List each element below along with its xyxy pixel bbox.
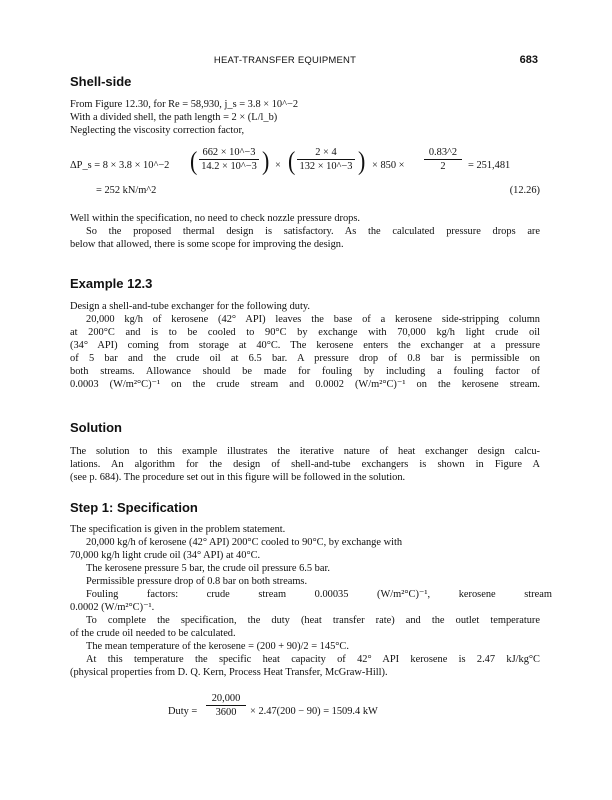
shellside-line-1: From Figure 12.30, for Re = 58,930, j_s = 3.8 × 10^−2 [70,99,299,110]
step1-line-6: Fouling factors: crude stream 0.00035 (W/m²°C)⁻¹, kerosene stream [86,589,552,600]
solution-heading: Solution [70,420,122,435]
step1-line-1: The specification is given in the problem statement. [70,524,286,535]
example-line-2: 20,000 kg/h of kerosene (42° API) leaves the base of a kerosene side-stripping column [86,314,540,325]
example-heading: Example 12.3 [70,276,153,291]
step1-line-12: (physical properties from D. Q. Kern, Process Heat Transfer, McGraw-Hill). [70,667,388,678]
solution-line-1: The solution to this example illustrates the iterative nature of heat exchanger design calcu- [70,446,540,457]
example-line-3: at 200°C and is to be cooled to 90°C by exchange with 70,000 kg/h light crude oil [70,327,540,338]
shellside-line-3: Neglecting the viscosity correction factor, [70,125,245,136]
step1-line-4: The kerosene pressure 5 bar, the crude oil pressure 6.5 bar. [86,563,330,574]
solution-line-2: lations. An algorithm for the design of shell-and-tube exchangers is shown in Figure A [70,459,540,470]
fraction-2-numerator: 2 × 4 [297,147,355,160]
equation-result-kn: = 252 kN/m^2 [96,185,157,196]
fraction-1 [199,147,259,172]
step1-line-2-text: 20,000 kg/h of kerosene (42° API) 200°C cooled to 90°C, by exchange with [86,537,403,548]
equation-lhs: ΔP_s = 8 × 3.8 × 10^−2 [70,160,170,171]
fraction-3 [424,147,462,172]
left-paren-1: ( [190,145,198,176]
shellside-para-2-line-1: So the proposed thermal design is satisfactory. As the calculated pressure drops are [86,226,540,237]
times-sign: × [275,160,281,171]
example-line-1: Design a shell-and-tube exchanger for the following duty. [70,301,310,312]
step1-line-2 [86,536,540,549]
left-paren-2: ( [288,145,296,176]
step1-heading: Step 1: Specification [70,500,198,515]
equation-result: = 251,481 [468,160,511,171]
step1-line-5: Permissible pressure drop of 0.8 bar on both streams. [86,576,308,587]
times-850: × 850 × [372,160,405,171]
example-line-6: both streams. Allowance should be made for fouling by including a fouling factor of [70,366,540,377]
right-paren-2: ) [358,145,366,176]
duty-rhs: × 2.47(200 − 90) = 1509.4 kW [250,706,378,717]
fraction-1-denominator: 14.2 × 10^−3 [201,161,257,172]
shellside-para-1: Well within the specification, no need to check nozzle pressure drops. [70,213,361,224]
step1-line-11: At this temperature the specific heat capacity of 42° API kerosene is 2.47 kJ/kg°C [86,654,540,665]
fraction-2-denominator: 132 × 10^−3 [299,161,353,172]
example-line-7: 0.0003 (W/m²°C)⁻¹ on the crude stream and 0.0002 (W/m²°C)⁻¹ on the kerosene stream. [70,379,540,390]
shellside-heading: Shell-side [70,74,132,89]
step1-line-3: 70,000 kg/h light crude oil (34° API) at 40°C. [70,550,261,561]
shellside-line-2: With a divided shell, the path length = 2 × (L/l_b) [70,112,278,123]
duty-numerator: 20,000 [206,693,246,706]
step1-line-7: 0.0002 (W/m²°C)⁻¹. [70,602,155,613]
right-paren-1: ) [262,145,270,176]
duty-lhs: Duty = [168,706,198,717]
solution-line-3: (see p. 684). The procedure set out in this figure will be followed in the solution. [70,472,406,483]
duty-denominator: 3600 [215,707,237,718]
step1-line-8: To complete the specification, the duty (heat transfer rate) and the outlet temperature [86,615,540,626]
equation-number: (12.26) [509,185,540,196]
fraction-3-numerator: 0.83^2 [424,147,462,160]
duty-fraction [206,693,246,718]
fraction-1-numerator: 662 × 10^−3 [199,147,259,160]
example-line-5: of 5 bar and the crude oil at 6.5 bar. A pressure drop of 0.8 bar is permissible on [70,353,540,364]
fraction-3-denominator: 2 [440,161,446,172]
fraction-2 [297,147,355,172]
page-number: 683 [519,54,538,66]
example-line-4: (34° API) coming from storage at 40°C. The kerosene enters the exchanger at a pressure [70,340,540,351]
running-header: HEAT-TRANSFER EQUIPMENT [213,55,357,66]
step1-line-9: of the crude oil needed to be calculated. [70,628,236,639]
shellside-para-2-line-2: below that allowed, there is some scope for improving the design. [70,239,344,250]
step1-line-10: The mean temperature of the kerosene = (200 + 90)/2 = 145°C. [86,641,349,652]
